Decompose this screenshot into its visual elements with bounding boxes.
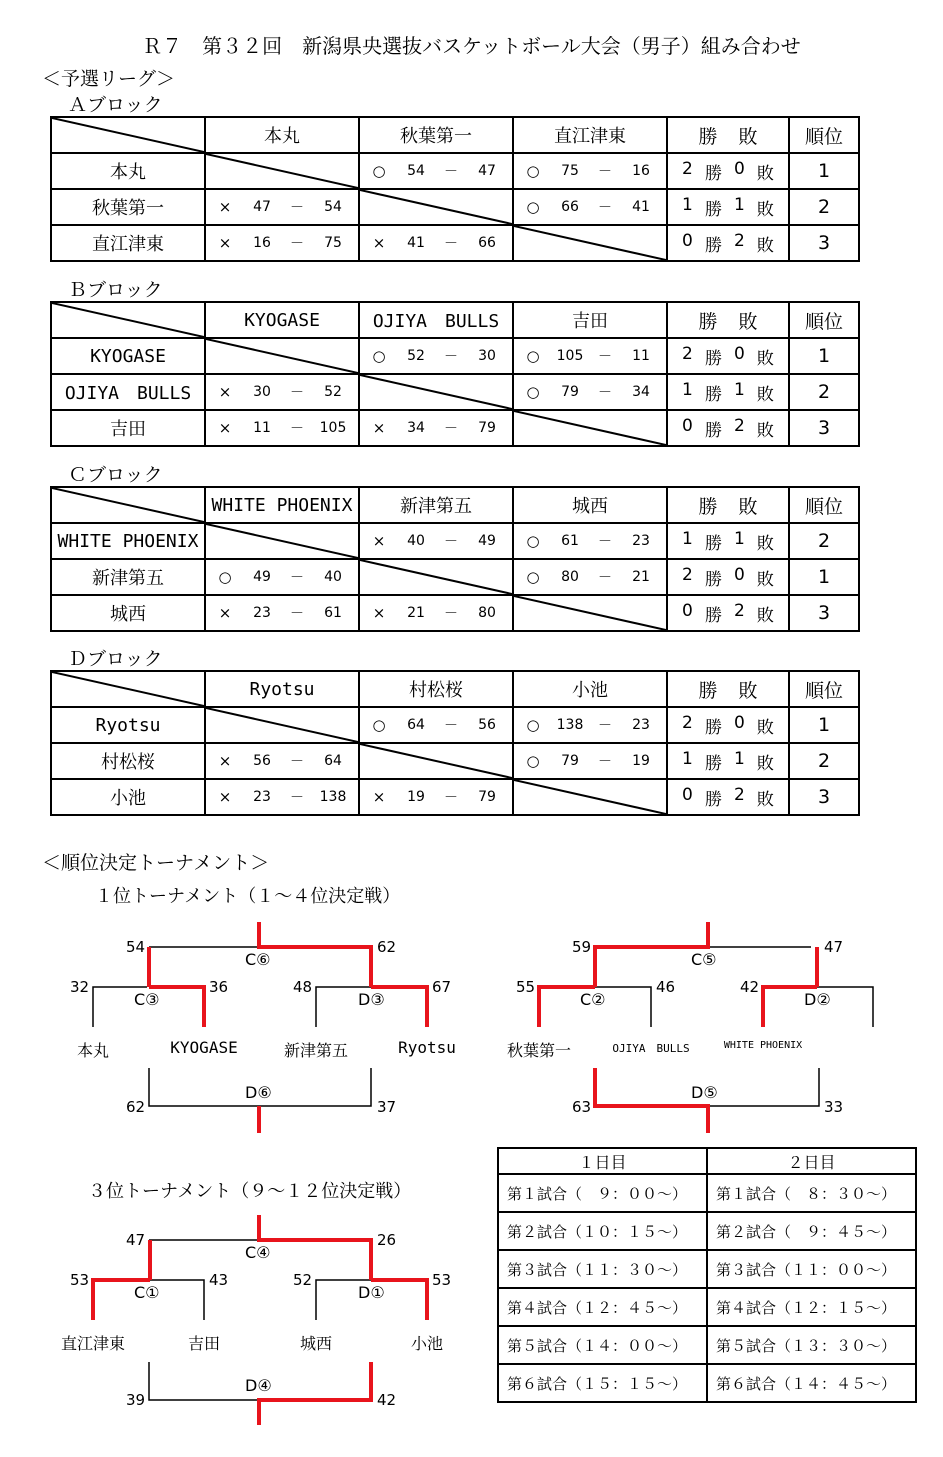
loss-unit: 敗	[756, 384, 774, 405]
opponent-score: 40	[324, 569, 342, 585]
bracket-team: 小池	[410, 1334, 443, 1353]
schedule-cell: 第３試合（１１：００～）	[707, 1250, 916, 1288]
rank-cell: 2	[789, 743, 859, 779]
score-label: 39	[126, 1391, 146, 1409]
score-label: 47	[126, 1231, 146, 1249]
own-score: 19	[407, 789, 425, 805]
win-header: 勝	[698, 310, 718, 333]
own-score: 80	[561, 569, 579, 585]
schedule-cell: 第１試合（ ８：３０～）	[707, 1174, 916, 1212]
wins: 2	[682, 564, 693, 585]
bracket-team: WHITE PHOENIX	[723, 1040, 803, 1051]
score-dash: －	[598, 718, 612, 734]
win-header: 勝	[698, 125, 718, 148]
own-score: 41	[407, 235, 425, 251]
result-mark: ×	[372, 419, 386, 437]
block-heading: Ｄブロック	[68, 648, 163, 670]
own-score: 105	[556, 348, 584, 364]
row-team-name: 吉田	[51, 410, 205, 446]
opponent-score: 41	[632, 199, 650, 215]
own-score: 75	[561, 163, 579, 179]
win-unit: 勝	[704, 199, 722, 220]
score-label: 36	[209, 978, 229, 996]
score-dash: －	[444, 606, 458, 622]
result-mark: ×	[218, 383, 232, 401]
wins: 1	[682, 194, 693, 215]
opponent-score: 19	[632, 753, 650, 769]
score-label: 43	[209, 1271, 229, 1289]
losses: 2	[734, 415, 745, 436]
row-team-name: 新津第五	[51, 559, 205, 595]
schedule-cell: 第４試合（１２：４５～）	[498, 1288, 707, 1326]
schedule-cell: 第３試合（１１：３０～）	[498, 1250, 707, 1288]
opponent-score: 79	[478, 420, 496, 436]
result-mark: ×	[372, 234, 386, 252]
rank-cell: 2	[789, 523, 859, 559]
bracket-team: 城西	[299, 1334, 332, 1353]
win-header: 勝	[698, 679, 718, 702]
opponent-score: 138	[319, 789, 347, 805]
score-label: 48	[293, 978, 313, 996]
win-header: 勝	[698, 495, 718, 518]
opponent-score: 79	[478, 789, 496, 805]
wins: 2	[682, 343, 693, 364]
loss-unit: 敗	[756, 753, 774, 774]
loss-unit: 敗	[756, 199, 774, 220]
page-title: Ｒ７ 第３２回 新潟県央選抜バスケットボール大会（男子）組み合わせ	[142, 34, 801, 58]
opponent-score: 56	[478, 717, 496, 733]
own-score: 79	[561, 384, 579, 400]
game-label: D④	[245, 1376, 272, 1395]
bracket-team: 吉田	[187, 1334, 220, 1353]
column-team-header: 秋葉第一	[359, 117, 513, 153]
losses: 1	[734, 194, 745, 215]
wins: 1	[682, 379, 693, 400]
losses: 2	[734, 600, 745, 621]
own-score: 34	[407, 420, 425, 436]
score-label: 62	[377, 938, 397, 956]
rank-cell: 1	[789, 153, 859, 189]
result-mark: ×	[218, 234, 232, 252]
opponent-score: 105	[319, 420, 347, 436]
win-unit: 勝	[704, 384, 722, 405]
losses: 0	[734, 158, 745, 179]
column-team-header: KYOGASE	[205, 302, 359, 338]
score-dash: －	[290, 421, 304, 437]
score-label: 37	[377, 1098, 397, 1116]
score-label: 32	[70, 978, 90, 996]
opponent-score: 47	[478, 163, 496, 179]
column-team-header: 城西	[513, 487, 667, 523]
result-mark: ×	[372, 788, 386, 806]
own-score: 66	[561, 199, 579, 215]
own-score: 47	[253, 199, 271, 215]
loss-unit: 敗	[756, 605, 774, 626]
score-dash: －	[290, 606, 304, 622]
loss-unit: 敗	[756, 533, 774, 554]
score-dash: －	[290, 385, 304, 401]
result-mark: ○	[526, 198, 540, 216]
schedule-cell: 第２試合（ ９：４５～）	[707, 1212, 916, 1250]
own-score: 40	[407, 533, 425, 549]
rank-cell: 3	[789, 410, 859, 446]
result-mark: ○	[372, 162, 386, 180]
score-dash: －	[290, 570, 304, 586]
result-mark: ×	[372, 604, 386, 622]
result-mark: ○	[526, 568, 540, 586]
score-dash: －	[444, 534, 458, 550]
score-dash: －	[444, 421, 458, 437]
column-team-header: Ryotsu	[205, 671, 359, 707]
schedule-cell: 第１試合（ ９：００～）	[498, 1174, 707, 1212]
opponent-score: 34	[632, 384, 650, 400]
game-label: D⑥	[245, 1083, 272, 1102]
score-label: 67	[432, 978, 452, 996]
schedule-header-day1: １日目	[498, 1148, 707, 1174]
score-dash: －	[598, 754, 612, 770]
opponent-score: 16	[632, 163, 650, 179]
wins: 0	[682, 784, 693, 805]
rank-cell: 2	[789, 374, 859, 410]
block-heading: Ｃブロック	[68, 464, 163, 486]
schedule-cell: 第４試合（１２：１５～）	[707, 1288, 916, 1326]
rank-cell: 3	[789, 225, 859, 261]
loss-unit: 敗	[756, 420, 774, 441]
game-label: C⑥	[245, 950, 271, 969]
wins: 1	[682, 528, 693, 549]
row-team-name: 直江津東	[51, 225, 205, 261]
league-heading: ＜予選リーグ＞	[42, 68, 176, 90]
score-label: 52	[293, 1271, 313, 1289]
block-heading: Ｂブロック	[68, 279, 163, 301]
win-unit: 勝	[704, 789, 722, 810]
schedule-cell: 第６試合（１４：４５～）	[707, 1364, 916, 1402]
score-dash: －	[598, 534, 612, 550]
losses: 1	[734, 748, 745, 769]
column-team-header: 新津第五	[359, 487, 513, 523]
bracket-team: OJIYA BULLS	[612, 1042, 690, 1055]
own-score: 79	[561, 753, 579, 769]
result-mark: ×	[218, 788, 232, 806]
own-score: 54	[407, 163, 425, 179]
result-mark: ○	[372, 716, 386, 734]
score-label: 42	[740, 978, 760, 996]
opponent-score: 49	[478, 533, 496, 549]
win-unit: 勝	[704, 717, 722, 738]
score-label: 46	[656, 978, 676, 996]
block-heading: Ａブロック	[68, 94, 163, 116]
score-label: 53	[432, 1271, 452, 1289]
tournament-heading: ＜順位決定トーナメント＞	[42, 852, 270, 874]
rank-header: 順位	[789, 671, 859, 707]
wins: 2	[682, 712, 693, 733]
column-team-header: 吉田	[513, 302, 667, 338]
game-label: C③	[134, 990, 160, 1009]
win-unit: 勝	[704, 235, 722, 256]
wins: 0	[682, 600, 693, 621]
win-unit: 勝	[704, 569, 722, 590]
bracket-team: 新津第五	[283, 1041, 348, 1060]
win-unit: 勝	[704, 753, 722, 774]
bracket-team: 本丸	[76, 1041, 109, 1060]
score-label: 55	[516, 978, 536, 996]
opponent-score: 80	[478, 605, 496, 621]
opponent-score: 75	[324, 235, 342, 251]
win-unit: 勝	[704, 348, 722, 369]
game-label: D⑤	[691, 1083, 718, 1102]
own-score: 52	[407, 348, 425, 364]
score-label: 33	[824, 1098, 844, 1116]
opponent-score: 52	[324, 384, 342, 400]
score-dash: －	[598, 385, 612, 401]
first-place-tournament-heading: １位トーナメント（１～４位決定戦）	[95, 886, 401, 907]
result-mark: ○	[372, 347, 386, 365]
score-dash: －	[598, 570, 612, 586]
score-label: 47	[824, 938, 844, 956]
game-label: C②	[580, 990, 606, 1009]
rank-cell: 1	[789, 707, 859, 743]
opponent-score: 66	[478, 235, 496, 251]
bracket-team: KYOGASE	[170, 1038, 238, 1057]
score-dash: －	[290, 236, 304, 252]
result-mark: ×	[372, 532, 386, 550]
own-score: 21	[407, 605, 425, 621]
rank-cell: 1	[789, 559, 859, 595]
own-score: 56	[253, 753, 271, 769]
game-label: D②	[804, 990, 831, 1009]
opponent-score: 64	[324, 753, 342, 769]
result-mark: ×	[218, 198, 232, 216]
row-team-name: OJIYA BULLS	[51, 374, 205, 410]
score-label: 42	[377, 1391, 397, 1409]
own-score: 23	[253, 605, 271, 621]
wins: 1	[682, 748, 693, 769]
score-label: 54	[126, 938, 146, 956]
result-mark: ○	[526, 347, 540, 365]
losses: 0	[734, 343, 745, 364]
column-team-header: 村松桜	[359, 671, 513, 707]
result-mark: ×	[218, 604, 232, 622]
loss-unit: 敗	[756, 348, 774, 369]
result-mark: ○	[526, 752, 540, 770]
column-team-header: 小池	[513, 671, 667, 707]
own-score: 23	[253, 789, 271, 805]
score-dash: －	[444, 164, 458, 180]
opponent-score: 30	[478, 348, 496, 364]
score-dash: －	[598, 200, 612, 216]
own-score: 61	[561, 533, 579, 549]
loss-header: 敗	[738, 679, 758, 702]
column-team-header: 直江津東	[513, 117, 667, 153]
win-unit: 勝	[704, 163, 722, 184]
game-label: C④	[245, 1243, 271, 1262]
own-score: 64	[407, 717, 425, 733]
own-score: 30	[253, 384, 271, 400]
own-score: 138	[556, 717, 584, 733]
opponent-score: 23	[632, 717, 650, 733]
opponent-score: 23	[632, 533, 650, 549]
game-label: D①	[358, 1283, 385, 1302]
score-dash: －	[290, 754, 304, 770]
result-mark: ○	[526, 162, 540, 180]
loss-header: 敗	[738, 310, 758, 333]
losses: 1	[734, 379, 745, 400]
result-mark: ×	[218, 752, 232, 770]
loss-header: 敗	[738, 495, 758, 518]
score-dash: －	[598, 164, 612, 180]
bracket-team: 秋葉第一	[506, 1041, 571, 1060]
row-team-name: Ryotsu	[51, 707, 205, 743]
score-dash: －	[444, 790, 458, 806]
rank-header: 順位	[789, 487, 859, 523]
own-score: 11	[253, 420, 271, 436]
score-dash: －	[444, 236, 458, 252]
rank-cell: 2	[789, 189, 859, 225]
score-label: 62	[126, 1098, 146, 1116]
win-unit: 勝	[704, 533, 722, 554]
score-dash: －	[290, 200, 304, 216]
wins: 0	[682, 230, 693, 251]
schedule-header-day2: ２日目	[707, 1148, 916, 1174]
third-place-tournament-heading: ３位トーナメント（９～１２位決定戦）	[88, 1181, 412, 1202]
losses: 0	[734, 712, 745, 733]
result-mark: ×	[218, 419, 232, 437]
wins: 2	[682, 158, 693, 179]
losses: 0	[734, 564, 745, 585]
opponent-score: 11	[632, 348, 650, 364]
score-dash: －	[444, 718, 458, 734]
result-mark: ○	[218, 568, 232, 586]
opponent-score: 21	[632, 569, 650, 585]
score-dash: －	[598, 349, 612, 365]
rank-header: 順位	[789, 117, 859, 153]
loss-unit: 敗	[756, 569, 774, 590]
opponent-score: 61	[324, 605, 342, 621]
score-label: 63	[572, 1098, 592, 1116]
row-team-name: 秋葉第一	[51, 189, 205, 225]
opponent-score: 54	[324, 199, 342, 215]
win-unit: 勝	[704, 420, 722, 441]
score-label: 26	[377, 1231, 397, 1249]
game-label: C⑤	[691, 950, 717, 969]
losses: 2	[734, 784, 745, 805]
schedule-cell: 第６試合（１５：１５～）	[498, 1364, 707, 1402]
result-mark: ○	[526, 532, 540, 550]
rank-header: 順位	[789, 302, 859, 338]
score-label: 53	[70, 1271, 90, 1289]
result-mark: ○	[526, 383, 540, 401]
bracket-team: Ryotsu	[398, 1038, 456, 1057]
loss-unit: 敗	[756, 235, 774, 256]
own-score: 49	[253, 569, 271, 585]
rank-cell: 1	[789, 338, 859, 374]
score-dash: －	[290, 790, 304, 806]
losses: 1	[734, 528, 745, 549]
game-label: D③	[358, 990, 385, 1009]
rank-cell: 3	[789, 595, 859, 631]
loss-unit: 敗	[756, 163, 774, 184]
loss-unit: 敗	[756, 717, 774, 738]
schedule-table	[497, 1147, 917, 1403]
loss-unit: 敗	[756, 789, 774, 810]
wins: 0	[682, 415, 693, 436]
bracket-team: 直江津東	[60, 1334, 125, 1353]
score-dash: －	[444, 349, 458, 365]
own-score: 16	[253, 235, 271, 251]
result-mark: ○	[526, 716, 540, 734]
column-team-header: OJIYA BULLS	[359, 302, 513, 338]
column-team-header: 本丸	[205, 117, 359, 153]
row-team-name: 小池	[51, 779, 205, 815]
row-team-name: 城西	[51, 595, 205, 631]
schedule-cell: 第５試合（１４：００～）	[498, 1326, 707, 1364]
row-team-name: KYOGASE	[51, 338, 205, 374]
column-team-header: WHITE PHOENIX	[205, 487, 359, 523]
row-team-name: 村松桜	[51, 743, 205, 779]
row-team-name: WHITE PHOENIX	[51, 523, 205, 559]
score-label: 59	[572, 938, 592, 956]
rank-cell: 3	[789, 779, 859, 815]
schedule-cell: 第２試合（１０：１５～）	[498, 1212, 707, 1250]
row-team-name: 本丸	[51, 153, 205, 189]
schedule-cell: 第５試合（１３：３０～）	[707, 1326, 916, 1364]
win-unit: 勝	[704, 605, 722, 626]
loss-header: 敗	[738, 125, 758, 148]
game-label: C①	[134, 1283, 160, 1302]
losses: 2	[734, 230, 745, 251]
